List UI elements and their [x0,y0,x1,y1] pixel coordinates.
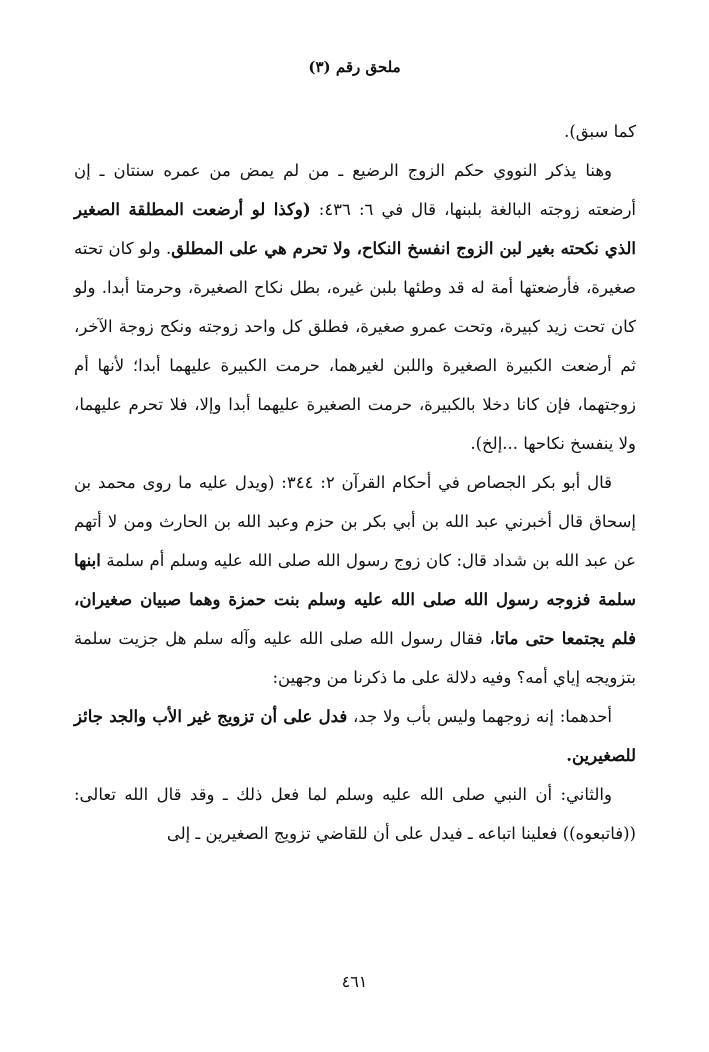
page-header: ملحق رقم (٣) [308,58,401,76]
paragraph-4 [74,697,636,775]
text-segment: . ولو كان تحته صغيرة، فأرضعتها أمة له قد وطئها بلبن غيره، بطل نكاح الصغيرة، وحرمتا أبدا. ولو كان تحت زيد كبيرة، وتحت عمرو صغيرة، فطلق كل واحد زوجته ونكح زوجة الآخر، ثم أرضعت الكبيرة الصغيرة واللبن لغيرهما، حرمت الكبيرة عليهما أبدا؛ لأنها أم زوجتهما، فإن كانا دخلا بالكبيرة، حرمت الصغيرة عليهما أبدا وإلا، فلا تحرم عليهما، ولا ينفسخ نكاحها ...إلخ). [74,239,636,453]
bold-text-segment: ابنها سلمة فزوجه رسول الله صلى الله عليه وسلم بنت حمزة وهما صبيان صغيران، فلم يجتمعا حتى ماتا [74,551,637,648]
text-segment: قال أبو بكر الجصاص في أحكام القرآن ٢: ٣٤٤: (ويدل عليه ما روى محمد بن إسحاق قال أخبرني عبد الله بن أبي بكر بن حزم وعبد الله بن الحارث ومن لا أتهم عن عبد الله بن شداد قال: كان زوج رسول الله صلى الله عليه وسلم أم سلمة [74,473,636,570]
bold-text-segment: (وكذا لو أرضعت المطلقة الصغير الذي نكحته بغير لبن الزوج انفسخ النكاح، ولا تحرم هي على المطلق [74,200,636,258]
text-segment: ، فقال رسول الله صلى الله عليه وآله سلم هل جزيت سلمة بتزويجه إياي أمه؟ وفيه دلالة على ما ذكرنا من وجهين: [74,629,636,687]
page-number: ٤٦١ [341,972,368,991]
paragraph-2 [74,151,636,463]
paragraph-5 [74,775,636,853]
paragraph-1 [74,112,636,151]
text-segment: أحدهما: إنه زوجهما وليس بأب ولا جد، [347,707,612,726]
text-segment: كما سبق). [564,122,636,141]
body-text [74,112,636,853]
paragraph-3 [74,463,636,697]
bold-text-segment: فدل على أن تزويج غير الأب والجد جائز للصغيرين. [74,707,636,765]
text-segment: وهنا يذكر النووي حكم الزوج الرضيع ـ من لم يمض من عمره سنتان ـ إن أرضعته زوجته البالغة بلبنها، قال في ٦: ٤٣٦: [74,161,637,219]
text-segment: والثاني: أن النبي صلى الله عليه وسلم لما فعل ذلك ـ وقد قال الله تعالى: ((فاتبعوه)) فعلينا اتباعه ـ فيدل على أن للقاضي تزويج الصغيرين ـ إلى [74,785,636,843]
